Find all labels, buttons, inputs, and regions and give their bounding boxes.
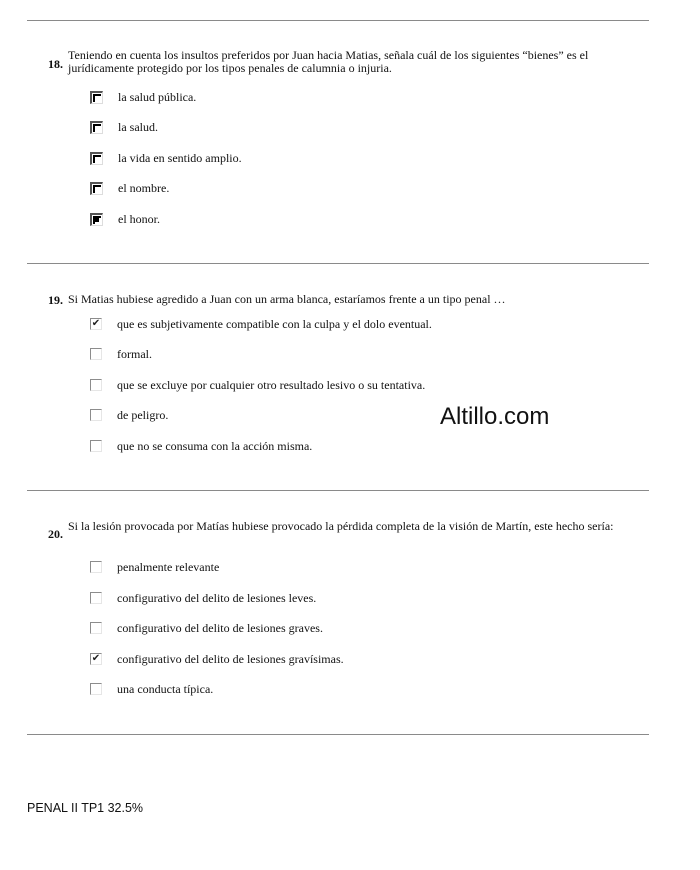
option-label: configurativo del delito de lesiones leves.: [117, 590, 317, 605]
watermark: Altillo.com: [440, 403, 550, 430]
question-text: Si la lesión provocada por Matías hubiese provocado la pérdida completa de la visión de Martín, este hecho sería:: [68, 519, 614, 533]
checkmark-icon: ✔: [91, 653, 101, 664]
checkbox-checked[interactable]: [90, 318, 102, 330]
answer-option[interactable]: [90, 590, 316, 606]
radio-button-unselected[interactable]: [90, 152, 103, 165]
answer-option[interactable]: [90, 651, 344, 667]
footer-caption: PENAL II TP1 32.5%: [27, 801, 144, 815]
question-number: 18.: [48, 57, 63, 71]
answer-option[interactable]: [90, 438, 312, 454]
option-label: formal.: [117, 346, 152, 361]
radio-button-selected[interactable]: [90, 213, 103, 226]
checkbox-unchecked[interactable]: [90, 440, 102, 452]
checkmark-icon: ✔: [91, 318, 101, 329]
checkbox-unchecked[interactable]: [90, 379, 102, 391]
question-number: 20.: [48, 527, 63, 541]
checkbox-unchecked[interactable]: [90, 561, 102, 573]
question-text: Si Matias hubiese agredido a Juan con un arma blanca, estaríamos frente a un tipo penal …: [68, 292, 506, 306]
answer-option[interactable]: [90, 211, 160, 227]
option-label: de peligro.: [117, 407, 169, 422]
question-number: 19.: [48, 293, 63, 307]
answer-option[interactable]: [90, 407, 168, 423]
option-label: que es subjetivamente compatible con la culpa y el dolo eventual.: [117, 316, 432, 331]
answer-option[interactable]: [90, 559, 219, 575]
option-label: la salud pública.: [118, 89, 197, 104]
radio-button-unselected[interactable]: [90, 182, 103, 195]
checkbox-unchecked[interactable]: [90, 409, 102, 421]
radio-button-unselected[interactable]: [90, 121, 103, 134]
checkbox-checked[interactable]: [90, 653, 102, 665]
answer-option[interactable]: [90, 377, 425, 393]
answer-option[interactable]: [90, 346, 152, 362]
answer-option[interactable]: [90, 119, 158, 135]
option-label: configurativo del delito de lesiones graves.: [117, 620, 323, 635]
option-label: configurativo del delito de lesiones gravísimas.: [117, 651, 344, 666]
checkbox-unchecked[interactable]: [90, 683, 102, 695]
answer-option[interactable]: [90, 620, 323, 636]
answer-option[interactable]: [90, 681, 213, 697]
option-label: que se excluye por cualquier otro resultado lesivo o su tentativa.: [117, 377, 426, 392]
separator-bottom: [27, 734, 649, 735]
radio-button-unselected[interactable]: [90, 91, 103, 104]
answer-option[interactable]: [90, 150, 242, 166]
answer-option[interactable]: [90, 316, 432, 332]
selected-dot-icon: [95, 218, 99, 222]
answer-option[interactable]: [90, 180, 169, 196]
checkbox-unchecked[interactable]: [90, 348, 102, 360]
answer-option[interactable]: [90, 89, 196, 105]
option-label: una conducta típica.: [117, 681, 214, 696]
separator-top: [27, 20, 649, 21]
option-label: el nombre.: [118, 180, 170, 195]
option-label: la salud.: [118, 119, 158, 134]
option-label: el honor.: [118, 211, 160, 226]
checkbox-unchecked[interactable]: [90, 622, 102, 634]
checkbox-unchecked[interactable]: [90, 592, 102, 604]
option-label: la vida en sentido amplio.: [118, 150, 242, 165]
separator-q19-q20: [27, 490, 649, 491]
question-text: Teniendo en cuenta los insultos preferidos por Juan hacia Matias, señala cuál de los siguientes “bienes” es el jurídicamente protegido por los tipos penales de calumnia o injuria.: [68, 48, 589, 75]
separator-q18-q19: [27, 263, 649, 264]
option-label: penalmente relevante: [117, 559, 220, 574]
option-label: que no se consuma con la acción misma.: [117, 438, 313, 453]
